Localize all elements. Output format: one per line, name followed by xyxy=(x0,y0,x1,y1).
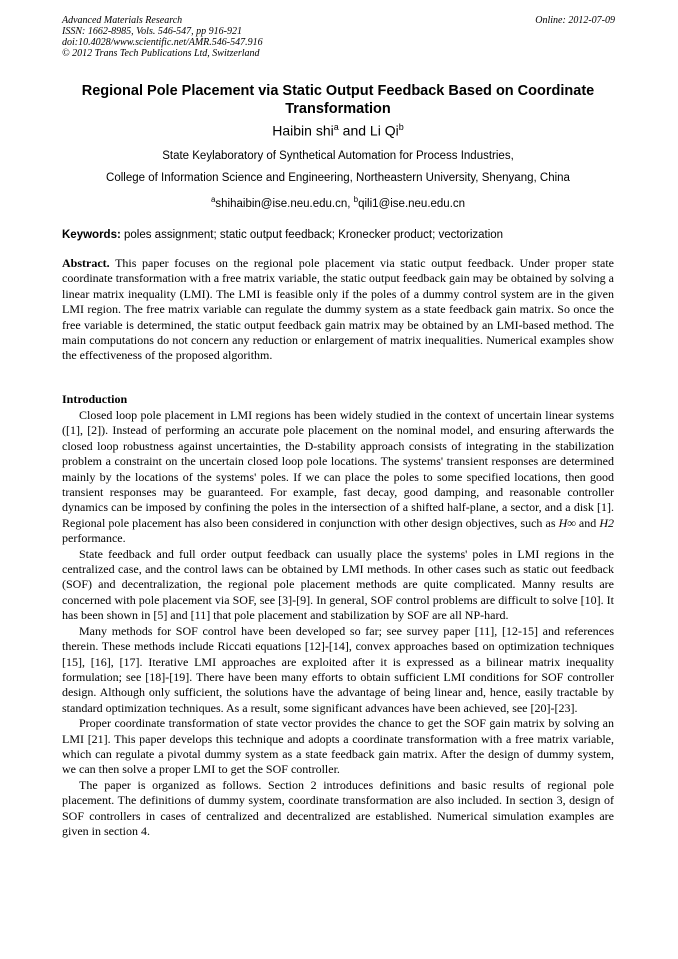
email-a: shihaibin@ise.neu.edu.cn, xyxy=(215,197,354,210)
abstract-label: Abstract. xyxy=(62,256,110,270)
online-date: Online: 2012-07-09 xyxy=(535,15,615,26)
issn-line: ISSN: 1662-8985, Vols. 546-547, pp 916-921 xyxy=(62,26,242,37)
intro-p1-text: Closed loop pole placement in LMI regions has been widely studied in the context of uncertain linear systems ([1], [2]). Instead of performing an accurate pole placement on the nominal model, and ensuring afterwards the closed loop robustness against uncertainties, the D-stability approach consists of integrating in the stabilization problem a constraint on the uncertain closed loop pole locations. The systems' transient responses are determined mainly by the locations of the systems' poles. If we can place the poles to some specified locations, then good transient responses may be guaranteed. For example, fast decay, good damping, and reasonable controller dynamics can be imposed by confining the poles in the intersection of a shifted half-plane, a sector, and a disk [1]. Regional pole placement has also been considered in conjunction with other design objectives, such as xyxy=(62,408,614,530)
journal-name: Advanced Materials Research xyxy=(62,15,183,26)
section-heading-introduction: Introduction xyxy=(62,392,128,406)
affiliation-line-2: College of Information Science and Engineering, Northeastern University, Shenyang, China xyxy=(106,172,570,184)
intro-paragraph-4: Proper coordinate transformation of state vector provides the chance to get the SOF gain matrix by solving an LMI [21]. This paper develops this technique and adopts a coordinate transformation with a free matrix variable, which can regulate a pivotal dummy system as a state feedback gain matrix. After the design of dummy system, we can then solve a proper LMI to get the SOF controller. xyxy=(62,716,614,777)
keywords xyxy=(62,229,614,241)
affiliation-line-1: State Keylaboratory of Synthetical Automation for Process Industries, xyxy=(162,150,514,162)
intro-p1-and: and xyxy=(575,515,600,530)
copyright-line: © 2012 Trans Tech Publications Ltd, Switzerland xyxy=(62,48,260,59)
h2-symbol: H2 xyxy=(599,515,614,530)
email-line xyxy=(62,195,614,210)
abstract-text: This paper focuses on the regional pole placement via static output feedback. Under proper state coordinate transformation with a free matrix variable, the static output feedback gain may be obtained by solving a linear matrix inequality (LMI). The LMI is feasible only if the poles of a dummy control system are in the given LMI region. The free matrix variable can regulate the dummy system as a state feedback gain matrix. So once the free variable is determined, the static output feedback gain matrix may be obtained by an LMI-based method. The main computations do not concern any reduction or enlargement of matrix inequalities. Numerical examples show the effectiveness of the proposed algorithm. xyxy=(62,256,614,363)
email-b-sup: b xyxy=(353,195,359,204)
author-1-sup: a xyxy=(333,122,339,132)
author-1: Haibin shi xyxy=(272,122,334,139)
keywords-text: poles assignment; static output feedback; Kronecker product; vectorization xyxy=(120,229,504,241)
email-a-sup: a xyxy=(210,195,216,204)
email-b: qili1@ise.neu.edu.cn xyxy=(358,197,466,210)
intro-paragraph-2: State feedback and full order output feedback can usually place the systems' poles in LMI regions in the centralized case, and the control laws can be obtained by LMI methods. In other cases such as static out feedback (SOF) and decentralization, the regional pole placement methods are quite complicated. Manny results are concerned with pole placement via SOF, see [3]-[9]. In general, SOF control problems are difficult to solve [10]. It has been shown in [5] and [11] that pole placement and stabilization by SOF are all NP-hard. xyxy=(62,546,614,623)
intro-paragraph-1 xyxy=(62,408,614,547)
doi-line: doi:10.4028/www.scientific.net/AMR.546-547.916 xyxy=(62,37,263,48)
intro-p1-end: performance. xyxy=(62,531,126,546)
h-infinity-symbol: H∞ xyxy=(558,515,576,530)
author-list xyxy=(62,122,614,139)
abstract xyxy=(62,256,614,364)
paper-title: Regional Pole Placement via Static Output Feedback Based on Coordinate Transformation xyxy=(81,83,595,117)
introduction-body xyxy=(62,408,614,839)
intro-paragraph-5: The paper is organized as follows. Section 2 introduces definitions and basic results of regional pole placement. The definitions of dummy system, coordinate transformation are also included. In section 3, design of SOF controllers in cases of centralized and decentralized are established. Numerical simulation examples are given in section 4. xyxy=(62,777,614,838)
author-2-sup: b xyxy=(398,122,404,132)
author-2: Li Qi xyxy=(369,122,399,139)
author-and: and xyxy=(338,122,370,139)
intro-paragraph-3: Many methods for SOF control have been developed so far; see survey paper [11], [12-15] and references therein. These methods include Riccati equations [12]-[14], convex approaches based on optimization techniques [15], [16], [17]. Iterative LMI approaches are exploited after it is expressed as a bilinear matrix inequality formulation; see [18]-[19]. There have been many efforts to obtain sufficient LMI conditions for SOF controller design. Although only sufficient, the solutions have the advantage of being linear and, hence, easily tractable by standard optimization techniques. As a result, some significant advances have been achieved, see [20]-[23]. xyxy=(62,623,614,715)
keywords-label: Keywords: xyxy=(62,229,121,241)
